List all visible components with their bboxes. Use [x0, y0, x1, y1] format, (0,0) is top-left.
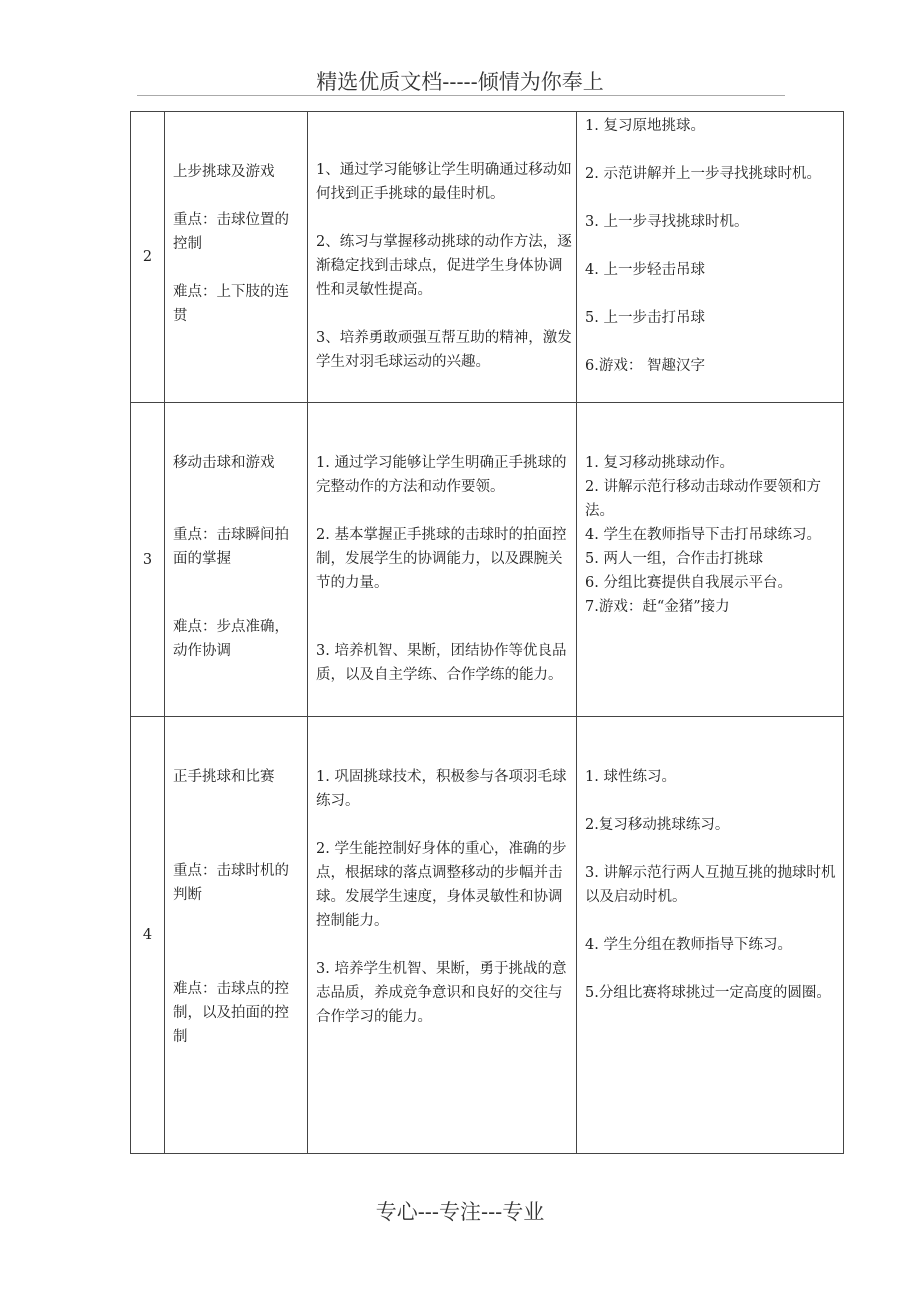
topic-title: 正手挑球和比赛 [173, 769, 275, 785]
steps-cell [577, 403, 844, 717]
step-item: 6.游戏： 智趣汉字 [585, 358, 705, 374]
step-item: 5.分组比赛将球挑过一定高度的圆圈。 [585, 985, 831, 1001]
goal-item: 2. 基本掌握正手挑球的击球时的拍面控制，发展学生的协调能力，以及踝腕关节的力量。 [316, 527, 567, 591]
page-header: 精选优质文档-----倾情为你奉上 [316, 70, 604, 94]
goal-item: 1. 巩固挑球技术，积极参与各项羽毛球练习。 [316, 769, 567, 809]
goal-item: 2、练习与掌握移动挑球的动作方法，逐渐稳定找到击球点，促进学生身体协调性和灵敏性提高。 [316, 234, 572, 298]
goal-item: 1、通过学习能够让学生明确通过移动如何找到正手挑球的最佳时机。 [316, 162, 572, 202]
step-item: 1. 复习原地挑球。 [585, 118, 705, 134]
difficulty-point: 难点：步点准确，动作协调 [173, 619, 289, 659]
step-item: 3. 讲解示范行两人互抛互挑的抛球时机以及启动时机。 [585, 865, 836, 905]
difficulty-point: 难点：击球点的控制，以及拍面的控制 [173, 981, 289, 1045]
goal-item: 3. 培养机智、果断，团结协作等优良品质，以及自主学练、合作学练的能力。 [316, 643, 567, 683]
goals-cell [308, 717, 577, 1154]
step-item: 4. 学生在教师指导下击打吊球练习。 [585, 527, 821, 543]
steps-cell [577, 112, 844, 403]
step-item: 2.复习移动挑球练习。 [585, 817, 730, 833]
goal-item: 2. 学生能控制好身体的重心，准确的步点，根据球的落点调整移动的步幅并击球。发展学生速度，身体灵敏性和协调控制能力。 [316, 841, 567, 929]
goal-item: 3、培养勇敢顽强互帮互助的精神，激发学生对羽毛球运动的兴趣。 [316, 330, 572, 370]
steps-cell [577, 717, 844, 1154]
key-point: 重点：击球位置的控制 [173, 212, 289, 252]
step-item: 5. 上一步击打吊球 [585, 310, 705, 326]
lesson-number: 4 [131, 717, 165, 1154]
difficulty-point: 难点：上下肢的连贯 [173, 284, 289, 324]
step-item: 2. 讲解示范行移动击球动作要领和方法。 [585, 479, 821, 519]
step-item: 7.游戏：赶“金猪”接力 [585, 599, 730, 615]
table-row [131, 403, 844, 717]
step-item: 1. 球性练习。 [585, 769, 676, 785]
page-footer: 专心---专注---专业 [375, 1200, 545, 1224]
step-item: 4. 学生分组在教师指导下练习。 [585, 937, 792, 953]
topic-title: 上步挑球及游戏 [173, 164, 275, 180]
goals-cell [308, 112, 577, 403]
topic-cell [165, 717, 308, 1154]
step-item: 3. 上一步寻找挑球时机。 [585, 214, 749, 230]
step-item: 4. 上一步轻击吊球 [585, 262, 705, 278]
header-rule [137, 95, 785, 96]
step-item: 5. 两人一组，合作击打挑球 [585, 551, 763, 567]
topic-cell [165, 403, 308, 717]
step-item: 1. 复习移动挑球动作。 [585, 455, 734, 471]
key-point: 重点：击球瞬间拍面的掌握 [173, 527, 289, 567]
key-point: 重点：击球时机的判断 [173, 863, 289, 903]
lesson-number: 2 [131, 112, 165, 403]
goals-cell [308, 403, 577, 717]
table-row [131, 717, 844, 1154]
topic-cell [165, 112, 308, 403]
lesson-plan-table [130, 111, 844, 1154]
topic-title: 移动击球和游戏 [173, 455, 275, 471]
goal-item: 1. 通过学习能够让学生明确正手挑球的完整动作的方法和动作要领。 [316, 455, 567, 495]
step-item: 2. 示范讲解并上一步寻找挑球时机。 [585, 166, 821, 182]
goal-item: 3. 培养学生机智、果断，勇于挑战的意志品质，养成竞争意识和良好的交往与合作学习的能力。 [316, 961, 567, 1025]
lesson-number: 3 [131, 403, 165, 717]
step-item: 6. 分组比赛提供自我展示平台。 [585, 575, 792, 591]
table-row [131, 112, 844, 403]
